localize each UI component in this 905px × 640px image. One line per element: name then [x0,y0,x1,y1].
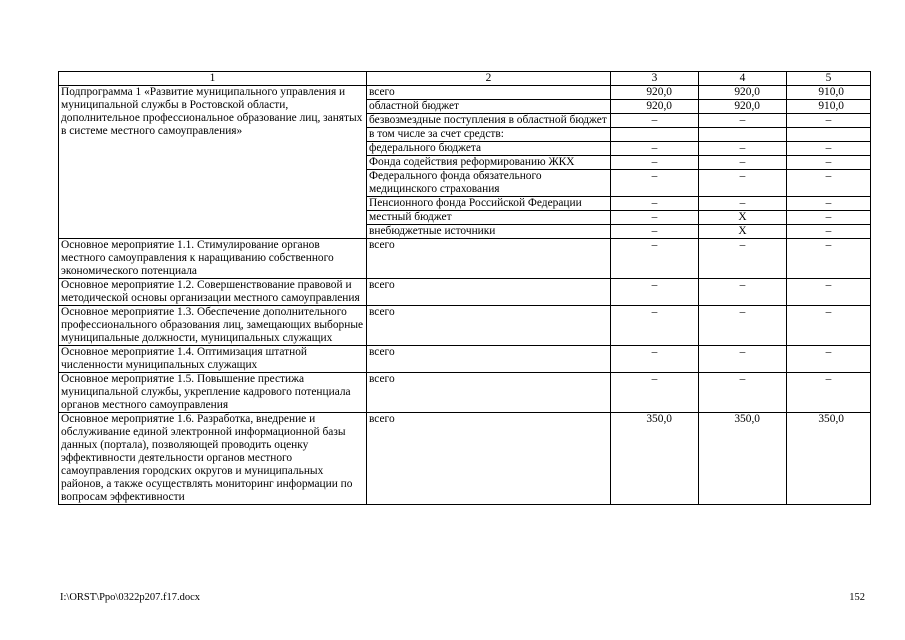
value-col-4: Х [699,211,787,225]
value-col-5: 350,0 [787,413,871,505]
value-col-3: 350,0 [611,413,699,505]
value-col-4: – [699,170,787,197]
header-col-2: 2 [367,72,611,86]
funding-source: местный бюджет [367,211,611,225]
value-col-4: – [699,306,787,346]
funding-source: Фонда содействия реформированию ЖКХ [367,156,611,170]
page-number: 152 [849,592,865,603]
value-col-5: 910,0 [787,100,871,114]
value-col-3: – [611,279,699,306]
activity-name: Основное мероприятие 1.2. Совершенствование правовой и методической основы организации местного самоуправления [59,279,367,306]
value-col-5 [787,128,871,142]
activity-name: Основное мероприятие 1.1. Стимулирование органов местного самоуправления к наращиванию собственного экономического потенциала [59,239,367,279]
value-col-5: – [787,225,871,239]
value-col-3: 920,0 [611,100,699,114]
activity-row [59,413,871,505]
value-col-5: – [787,239,871,279]
funding-source: всего [367,413,611,505]
funding-source: федерального бюджета [367,142,611,156]
value-col-5: – [787,279,871,306]
activity-name: Основное мероприятие 1.4. Оптимизация штатной численности муниципальных служащих [59,346,367,373]
value-col-3: – [611,239,699,279]
value-col-3: – [611,211,699,225]
value-col-4: 920,0 [699,86,787,100]
value-col-4: – [699,156,787,170]
file-path: I:\ORST\Ppo\0322p207.f17.docx [60,592,201,603]
funding-source: безвозмездные поступления в областной бюджет [367,114,611,128]
value-col-3: – [611,346,699,373]
value-col-3: – [611,197,699,211]
activity-row [59,346,871,373]
value-col-5: – [787,142,871,156]
value-col-3: – [611,373,699,413]
funding-source: Федерального фонда обязательного медицинского страхования [367,170,611,197]
funding-source: всего [367,346,611,373]
funding-source: областной бюджет [367,100,611,114]
header-col-1: 1 [59,72,367,86]
value-col-5: – [787,373,871,413]
value-col-4 [699,128,787,142]
value-col-4: – [699,197,787,211]
value-col-4: 350,0 [699,413,787,505]
value-col-4: – [699,346,787,373]
value-col-5: – [787,211,871,225]
value-col-4: – [699,114,787,128]
funding-source: всего [367,373,611,413]
subprogram-row [59,86,871,100]
header-row [59,72,871,86]
value-col-4: – [699,239,787,279]
value-col-5: – [787,306,871,346]
value-col-5: – [787,114,871,128]
activity-row [59,373,871,413]
value-col-3: – [611,156,699,170]
funding-source: всего [367,279,611,306]
activity-name: Основное мероприятие 1.6. Разработка, внедрение и обслуживание единой электронной информационной базы данных (портала), позволяющей проводить оценку эффективности деятельности органов местного самоуправления городских округов и муниципальных районов, а также осуществлять мониторинг информации по вопросам эффективности [59,413,367,505]
value-col-3: 920,0 [611,86,699,100]
funding-source: в том числе за счет средств: [367,128,611,142]
activity-row [59,239,871,279]
value-col-5: – [787,346,871,373]
header-col-5: 5 [787,72,871,86]
value-col-3 [611,128,699,142]
header-col-4: 4 [699,72,787,86]
value-col-4: 920,0 [699,100,787,114]
value-col-4: Х [699,225,787,239]
funding-source: всего [367,306,611,346]
activity-name: Основное мероприятие 1.3. Обеспечение дополнительного профессионального образования лиц, замещающих выборные муниципальные должности, муниципальных служащих [59,306,367,346]
value-col-5: – [787,197,871,211]
value-col-5: – [787,170,871,197]
value-col-5: 910,0 [787,86,871,100]
funding-source: внебюджетные источники [367,225,611,239]
funding-table [58,71,871,505]
subprogram-title: Подпрограмма 1 «Развитие муниципального управления и муниципальной службы в Ростовской области, дополнительное профессиональное образование лиц, занятых в системе местного самоуправления» [59,86,367,239]
value-col-3: – [611,142,699,156]
value-col-3: – [611,306,699,346]
activity-row [59,279,871,306]
value-col-3: – [611,114,699,128]
value-col-4: – [699,142,787,156]
value-col-4: – [699,373,787,413]
activity-name: Основное мероприятие 1.5. Повышение престижа муниципальной службы, укрепление кадрового потенциала органов местного самоуправления [59,373,367,413]
header-col-3: 3 [611,72,699,86]
funding-source: Пенсионного фонда Российской Федерации [367,197,611,211]
value-col-5: – [787,156,871,170]
funding-source: всего [367,239,611,279]
value-col-3: – [611,225,699,239]
funding-source: всего [367,86,611,100]
value-col-4: – [699,279,787,306]
value-col-3: – [611,170,699,197]
activity-row [59,306,871,346]
